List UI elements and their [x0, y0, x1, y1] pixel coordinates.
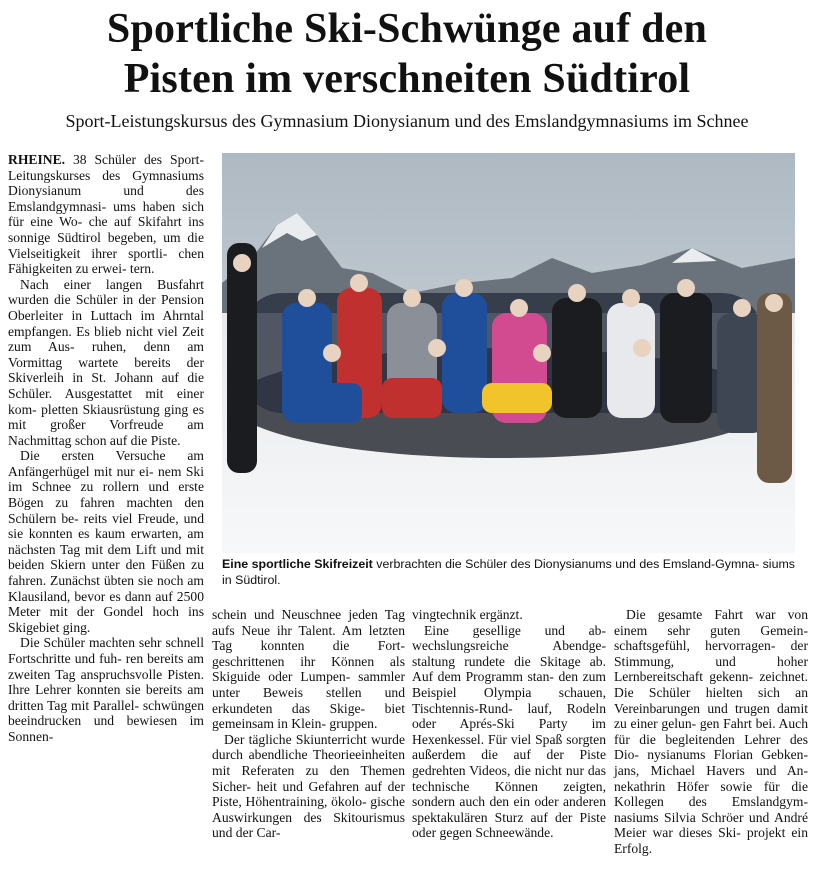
article-paragraph: Die ersten Versuche am Anfängerhügel mit nur ei- nem Ski im Schnee zu rollern und erste Bögen zu fahren machten den Schülern be- reits viel Freude, und sie konnten es kaum erwarten, am nächsten Tag mit dem Lift und mit beiden Skiern unter den Füßen zu fahren. Zunächst übten sie noch am Klausiland, bevor es dann auf 2500 Meter mit der Gondel hoch ins Skigebiet ging.	[8, 448, 204, 635]
article-paragraph: Der tägliche Skiunterricht wurde durch abendliche Theorieeinheiten mit Referaten zu den Themen Sicher- heit und Gefahren auf der Piste, Höhentraining, ökolo- gische Auswirkungen des Skitourismus und der Car-	[212, 731, 405, 841]
article-paragraph	[8, 152, 204, 277]
article-paragraph: vingtechnik ergänzt.	[412, 607, 523, 622]
headline-line-2: Pisten im verschneiten Südtirol	[123, 56, 691, 102]
ski-group-photo-image	[222, 153, 795, 553]
article-column-1	[8, 152, 204, 745]
caption-text: verbrachten die Schüler des Dionysianums und des Emsland-Gymna- siums in Südtirol.	[222, 557, 795, 587]
article-column-4	[614, 607, 808, 857]
article-paragraph: Die Schüler machten sehr schnell Fortschritte und fuh- ren bereits am zweiten Tag anspruchsvolle Pisten. Ihre Lehrer konnten sie bereits am dritten Tag mit Parallel- schwüngen beeindrucken und bewiesen im Sonnen-	[8, 635, 204, 744]
photo-caption	[222, 556, 802, 588]
headline-line-1: Sportliche Ski-Schwünge auf den	[106, 6, 708, 52]
article-paragraph: Nach einer langen Busfahrt wurden die Schüler in der Pension Oberleiter in Luttach im Ahrntal empfangen. Es blieb nicht viel Zeit zum Aus- ruhen, denn am Vormittag wartete bereits der Skiverleih in St. Johann auf die Schüler. Ausgestattet mit einer kom- pletten Skiausrüstung ging es mit großer Vorfreude am Nachmittag schon auf die Piste.	[8, 276, 204, 448]
group-photo	[222, 153, 795, 553]
article-paragraph-text: 38 Schüler des Sport-Leitungskurses des Gymnasiums Dionysianum und des Emslandgymnasi- ums haben sich für eine Wo- che auf Skifahrt ins sonnige Südtirol begeben, um die Vielseitigkeit ihrer sportli- chen Fähigkeiten zu erwei- tern.	[8, 152, 204, 277]
headline	[0, 4, 814, 104]
dateline: RHEINE.	[8, 152, 66, 167]
article-paragraph: Die gesamte Fahrt war von einem sehr guten Gemein- schaftsgefühl, hervorragen- der Stimmung, und hoher Lernbereitschaft gekenn- zeichnet. Die Schüler hielten sich an Vereinbarungen und trugen damit zu einer gelun- gen Fahrt bei. Auch für die begleitenden Lehrer des Dio- nysianums Florian Gebken- jans, Michael Havers und An- nekathrin Höfer sowie für die Kollegen des Emslandgym- nasiums Silvia Schröer und André Meier war dieses Ski- projekt ein Erfolg.	[614, 607, 808, 856]
article-paragraph: schein und Neuschnee jeden Tag aufs Neue ihr Talent. Am letzten Tag konnten die Fort- geschrittenen ihr Können als Skiguide oder Lumpen- sammler unter Beweis stellen und erkundeten das Skige- biet gemeinsam in Klein- gruppen.	[212, 607, 405, 732]
article-column-3	[412, 607, 606, 841]
article-paragraph: Eine gesellige und ab- wechslungsreiche Abendge- staltung rundete die Skitage ab. Auf dem Programm stan- den zum Beispiel Olympia schauen, Tischtennis-Rund- lauf, Rodeln oder Aprés-Ski Party im Hexenkessel. Für viel Spaß sorgten außerdem die auf der Piste gedrehten Videos, die nicht nur das technische Können zeigten, sondern auch den ein oder anderen spektakulären Sturz auf der Piste oder gegen Schneewände.	[412, 622, 606, 841]
article-column-2	[212, 607, 405, 841]
subheadline: Sport-Leistungskursus des Gymnasium Dionysianum und des Emslandgymnasiums im Schnee	[65, 111, 749, 131]
caption-bold: Eine sportliche Skifreizeit	[222, 557, 373, 571]
